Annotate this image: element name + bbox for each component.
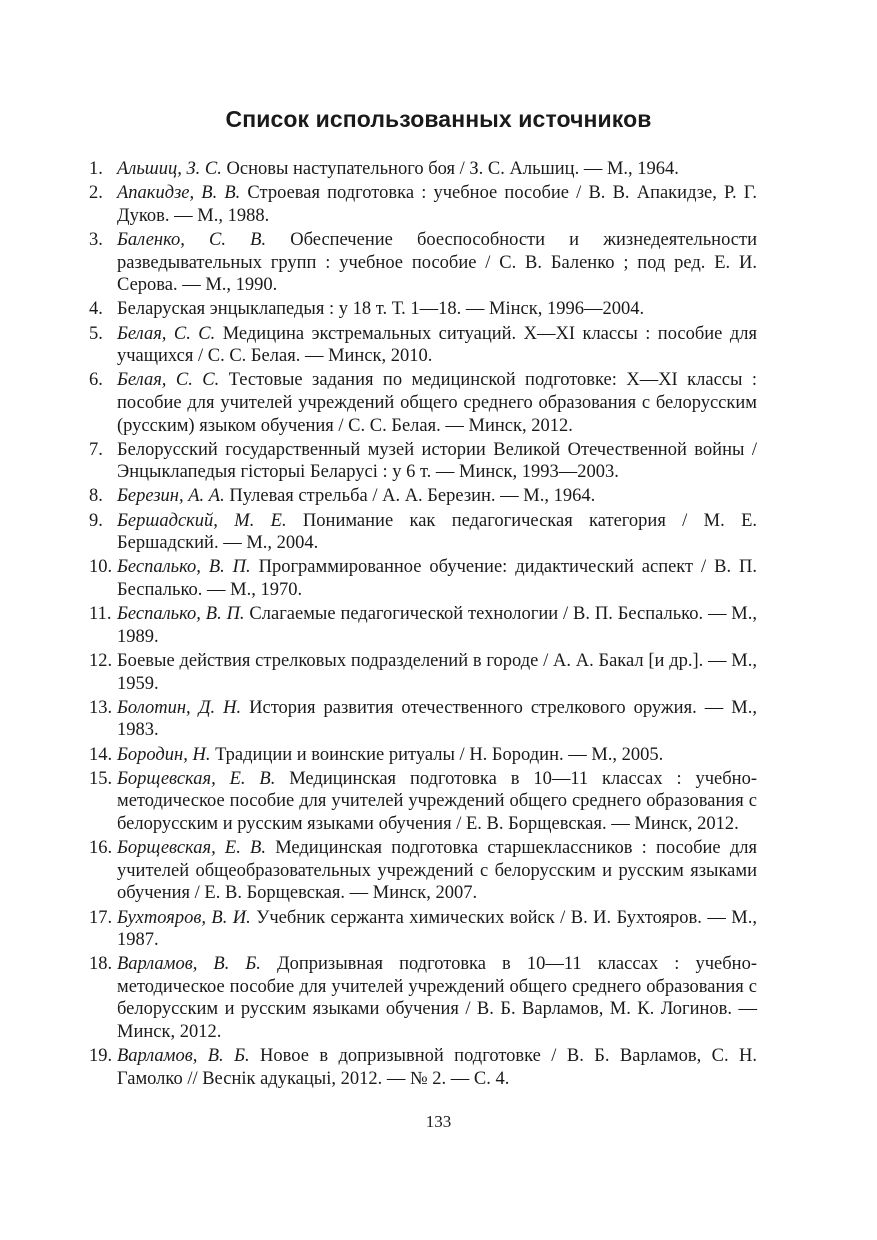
- reference-number: 4.: [89, 299, 103, 320]
- reference-item: [89, 603, 757, 648]
- reference-number: 19.: [89, 1046, 113, 1067]
- reference-author: Белая, С. С.: [117, 370, 220, 391]
- reference-item: [89, 510, 757, 555]
- reference-text: Беларуская энцыклапедыя : у 18 т. Т. 1—18. — Мінск, 1996—2004.: [117, 299, 645, 320]
- reference-text: Традиции и воинские ритуалы / Н. Бородин. — М., 2005.: [210, 744, 664, 765]
- page-number: 133: [425, 1112, 452, 1131]
- reference-text: Новое в допризывной подготовке / В. Б. Варламов, С. Н. Гамолко // Веснік адукацыі, 2012. — № 2. — С. 4.: [117, 1046, 757, 1089]
- reference-number: 15.: [89, 768, 113, 789]
- reference-text: Учебник сержанта химических войск / В. И. Бухтояров. — М., 1987.: [117, 907, 757, 951]
- reference-author: Апакидзе, В. В.: [117, 183, 241, 204]
- reference-text: Тестовые задания по медицинской подготовке: X—XI классы : пособие для учителей учреждений общего среднего образования с белорусским (русским) языком обучения / С. С. Белая. — Минск, 2012.: [117, 370, 758, 436]
- reference-text: Слагаемые педагогической технологии / В. П. Беспалько. — М., 1989.: [117, 604, 758, 647]
- reference-item: [89, 768, 757, 836]
- reference-number: 16.: [89, 838, 113, 859]
- reference-text: Программированное обучение: дидактический аспект / В. П. Беспалько. — М., 1970.: [117, 557, 757, 601]
- reference-number: 1.: [89, 159, 103, 179]
- reference-text: Белорусский государственный музей истории Великой Отечественной войны / Энцыклапедыя гісторыі Беларусі : у 6 т. — Минск, 1993—2003.: [117, 439, 757, 483]
- reference-text: Основы наступательного боя / З. С. Альшиц. — М., 1964.: [221, 159, 679, 179]
- reference-item: [89, 323, 757, 368]
- reference-author: Беспалько, В. П.: [117, 557, 251, 578]
- reference-author: Варламов, В. Б.: [117, 1046, 250, 1067]
- reference-author: Бершадский, М. Е.: [117, 510, 287, 531]
- reference-number: 7.: [89, 439, 103, 460]
- reference-item: [89, 953, 757, 1043]
- reference-author: Баленко, С. В.: [117, 229, 267, 250]
- reference-text: Пулевая стрельба / А. А. Березин. — М., 1964.: [224, 486, 596, 507]
- reference-text: Обеспечение боеспособности и жизнедеятельности разведывательных групп : учебное пособие / С. В. Баленко ; под ред. Е. И. Серова. — М., 1990.: [117, 229, 757, 296]
- reference-number: 3.: [89, 229, 103, 250]
- reference-text: Медицинская подготовка в 10—11 классах : учебно-методическое пособие для учителей учреждений общего среднего образования с белорусским и русским языками обучения / Е. В. Борщевская. — Минск, 2012.: [117, 768, 757, 834]
- reference-number: 10.: [89, 557, 113, 578]
- reference-list: [89, 158, 757, 1092]
- reference-item: [89, 650, 757, 695]
- reference-number: 13.: [89, 697, 113, 718]
- reference-author: Борщевская, Е. В.: [117, 768, 276, 789]
- reference-author: Борщевская, Е. В.: [117, 838, 266, 859]
- reference-text: Медицина экстремальных ситуаций. X—XI классы : пособие для учащихся / С. С. Белая. — Минск, 2010.: [117, 323, 757, 367]
- reference-number: 17.: [89, 907, 113, 928]
- reference-item: [89, 298, 757, 321]
- reference-text: Медицинская подготовка старшеклассников : пособие для учителей общеобразовательных учреждений с белорусским и русским языками обучения / Е. В. Борщевская. — Минск, 2007.: [117, 838, 757, 904]
- reference-number: 9.: [89, 510, 103, 531]
- reference-author: Березин, А. А.: [117, 486, 225, 507]
- reference-number: 11.: [89, 604, 112, 625]
- reference-item: [89, 907, 757, 952]
- reference-item: [89, 556, 757, 601]
- reference-author: Альшиц, З. С.: [117, 159, 222, 179]
- reference-item: [89, 697, 757, 742]
- reference-number: 2.: [89, 183, 103, 204]
- reference-item: [89, 1045, 757, 1090]
- reference-item: [89, 369, 757, 437]
- reference-item: [89, 229, 757, 297]
- reference-author: Болотин, Д. Н.: [117, 697, 242, 718]
- reference-number: 14.: [89, 744, 113, 765]
- reference-item: [89, 182, 757, 227]
- reference-item: [89, 439, 757, 484]
- page-title: Список использованных источников: [225, 106, 652, 132]
- reference-author: Бухтояров, В. И.: [117, 907, 251, 928]
- reference-text: Понимание как педагогическая категория / М. Е. Бершадский. — М., 2004.: [117, 510, 757, 554]
- reference-item: [89, 744, 757, 767]
- reference-number: 8.: [89, 486, 103, 507]
- reference-text: Строевая подготовка : учебное пособие / В. В. Апакидзе, Р. Г. Дуков. — М., 1988.: [117, 183, 757, 226]
- reference-number: 12.: [89, 651, 113, 671]
- reference-item: [89, 837, 757, 905]
- reference-author: Варламов, В. Б.: [117, 954, 261, 975]
- reference-number: 5.: [89, 323, 103, 344]
- reference-text: История развития отечественного стрелкового оружия. — М., 1983.: [117, 697, 757, 741]
- reference-author: Белая, С. С.: [117, 323, 216, 344]
- reference-item: [89, 485, 757, 508]
- reference-text: Боевые действия стрелковых подразделений в городе / А. А. Бакал [и др.]. — М., 1959.: [117, 651, 757, 694]
- reference-author: Бородин, Н.: [117, 744, 211, 765]
- reference-number: 6.: [89, 370, 103, 391]
- reference-author: Беспалько, В. П.: [117, 604, 245, 625]
- reference-number: 18.: [89, 954, 113, 975]
- reference-text: Допризывная подготовка в 10—11 классах : учебно-методическое пособие для учителей учреждений общего среднего образования с белорусским и русским языками обучения / В. Б. Варламов, М. К. Логинов. — Минск, 2012.: [117, 954, 757, 1043]
- reference-item: [89, 158, 757, 181]
